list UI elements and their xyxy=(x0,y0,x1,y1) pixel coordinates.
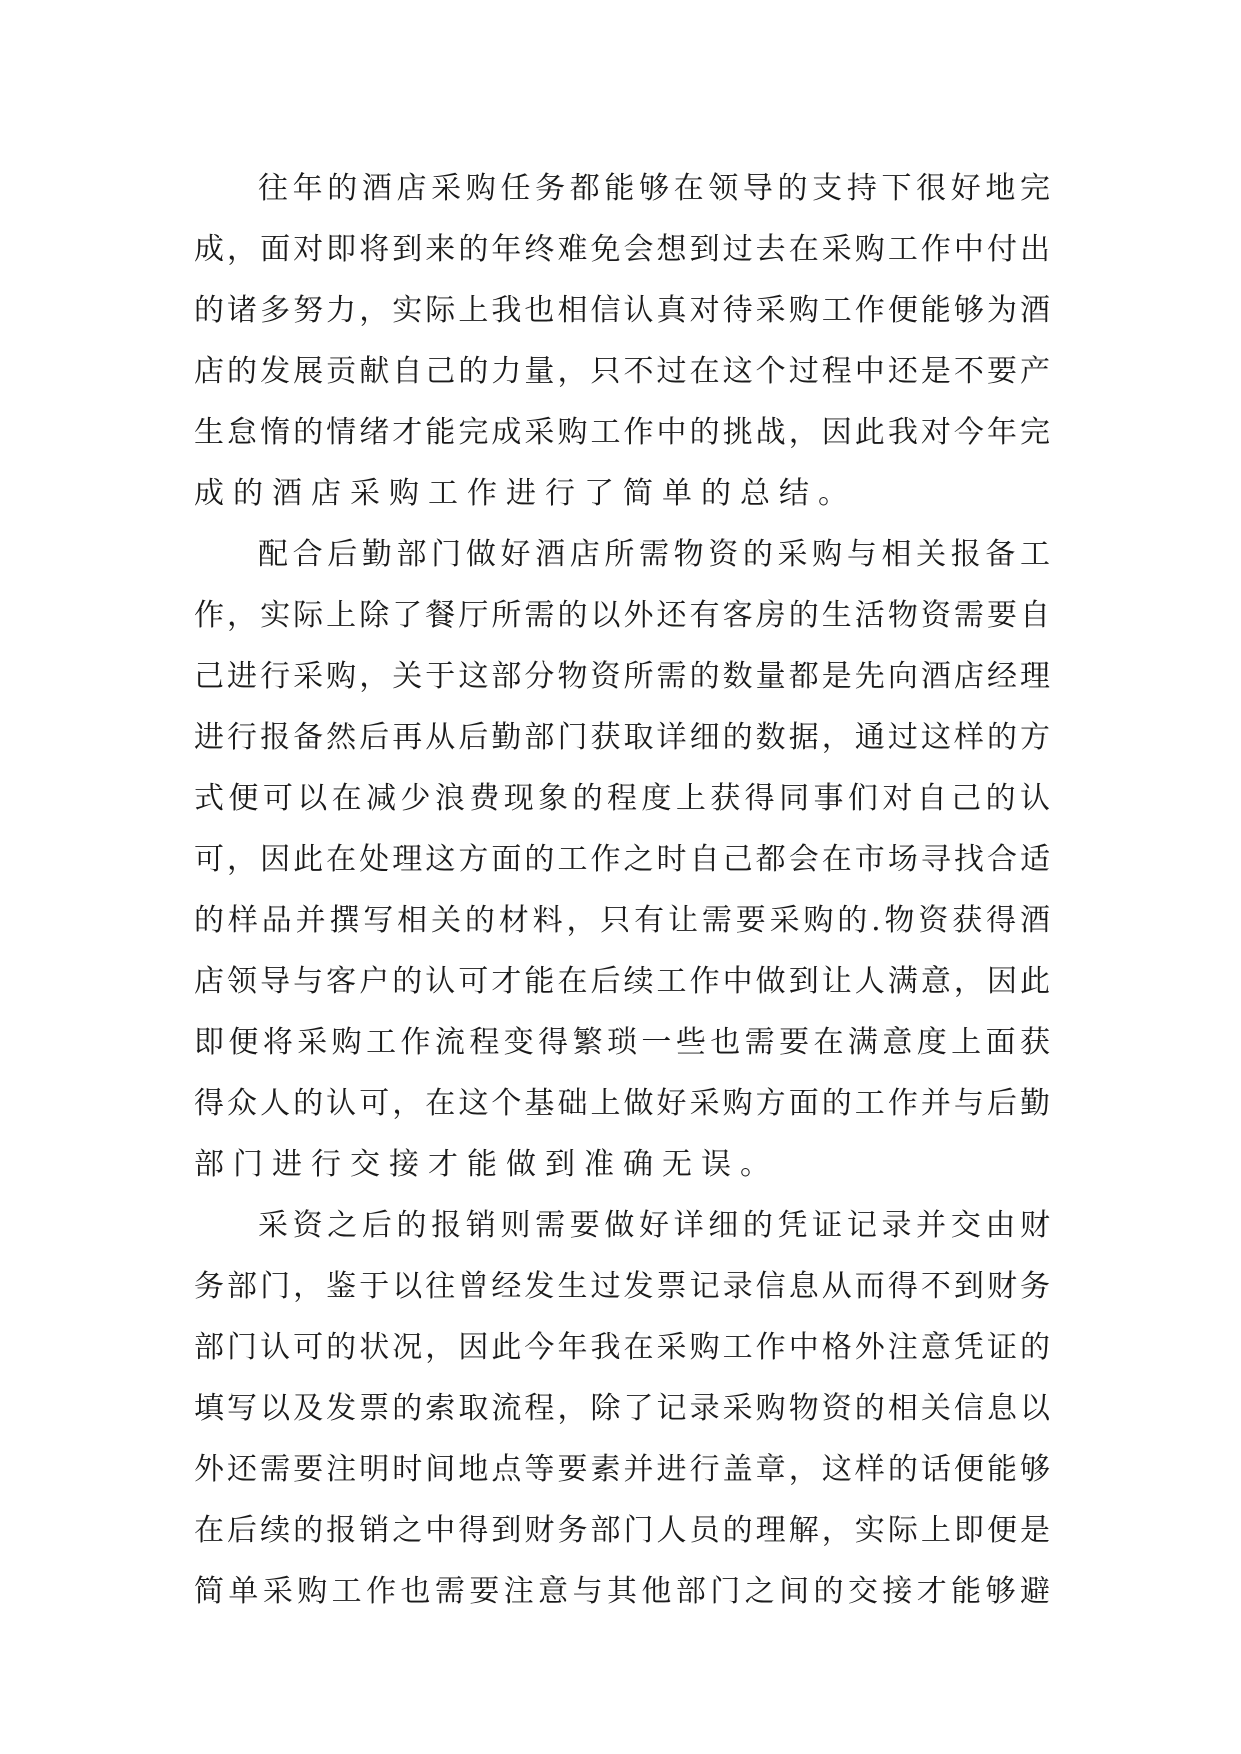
paragraph-2-line-4: 进行报备然后再从后勤部门获取详细的数据，通过这样的方 xyxy=(194,720,1050,755)
paragraph-3-line-4: 填写以及发票的索取流程，除了记录采购物资的相关信息以 xyxy=(194,1391,1050,1426)
paragraph-3-line-5: 外还需要注明时间地点等要素并进行盖章，这样的话便能够 xyxy=(194,1452,1050,1487)
paragraph-2-line-2: 作，实际上除了餐厅所需的以外还有客房的生活物资需要自 xyxy=(194,598,1050,633)
paragraph-1-line-4: 店的发展贡献自己的力量，只不过在这个过程中还是不要产 xyxy=(194,354,1050,389)
paragraph-2-line-8: 店领导与客户的认可才能在后续工作中做到让人满意，因此 xyxy=(194,964,1050,999)
paragraph-1-line-3: 的诸多努力，实际上我也相信认真对待采购工作便能够为酒 xyxy=(194,293,1050,328)
paragraph-2-line-3: 己进行采购，关于这部分物资所需的数量都是先向酒店经理 xyxy=(194,659,1050,694)
paragraph-1-line-6: 成的酒店采购工作进行了简单的总结。 xyxy=(194,476,857,511)
paragraph-3-line-6: 在后续的报销之中得到财务部门人员的理解，实际上即便是 xyxy=(194,1513,1050,1548)
paragraph-1-line-1: 往年的酒店采购任务都能够在领导的支持下很好地完 xyxy=(258,171,1050,206)
paragraph-1-line-5: 生怠惰的情绪才能完成采购工作中的挑战，因此我对今年完 xyxy=(194,415,1050,450)
paragraph-2-line-5: 式便可以在减少浪费现象的程度上获得同事们对自己的认 xyxy=(194,781,1050,816)
paragraph-3-line-2: 务部门，鉴于以往曾经发生过发票记录信息从而得不到财务 xyxy=(194,1269,1050,1304)
paragraph-2-line-10: 得众人的认可，在这个基础上做好采购方面的工作并与后勤 xyxy=(194,1086,1050,1121)
paragraph-3-line-1: 采资之后的报销则需要做好详细的凭证记录并交由财 xyxy=(258,1208,1050,1243)
paragraph-2-line-9: 即便将采购工作流程变得繁琐一些也需要在满意度上面获 xyxy=(194,1025,1050,1060)
document-body xyxy=(194,158,1050,1622)
paragraph-3-line-3: 部门认可的状况，因此今年我在采购工作中格外注意凭证的 xyxy=(194,1330,1050,1365)
paragraph-2-line-1: 配合后勤部门做好酒店所需物资的采购与相关报备工 xyxy=(258,537,1050,572)
paragraph-2-line-6: 可，因此在处理这方面的工作之时自己都会在市场寻找合适 xyxy=(194,842,1050,877)
paragraph-2-line-11: 部门进行交接才能做到准确无误。 xyxy=(194,1147,779,1182)
paragraph-2-line-7: 的样品并撰写相关的材料，只有让需要采购的.物资获得酒 xyxy=(194,903,1050,938)
paragraph-1-line-2: 成，面对即将到来的年终难免会想到过去在采购工作中付出 xyxy=(194,232,1050,267)
paragraph-3-line-7: 简单采购工作也需要注意与其他部门之间的交接才能够避 xyxy=(194,1574,1050,1609)
